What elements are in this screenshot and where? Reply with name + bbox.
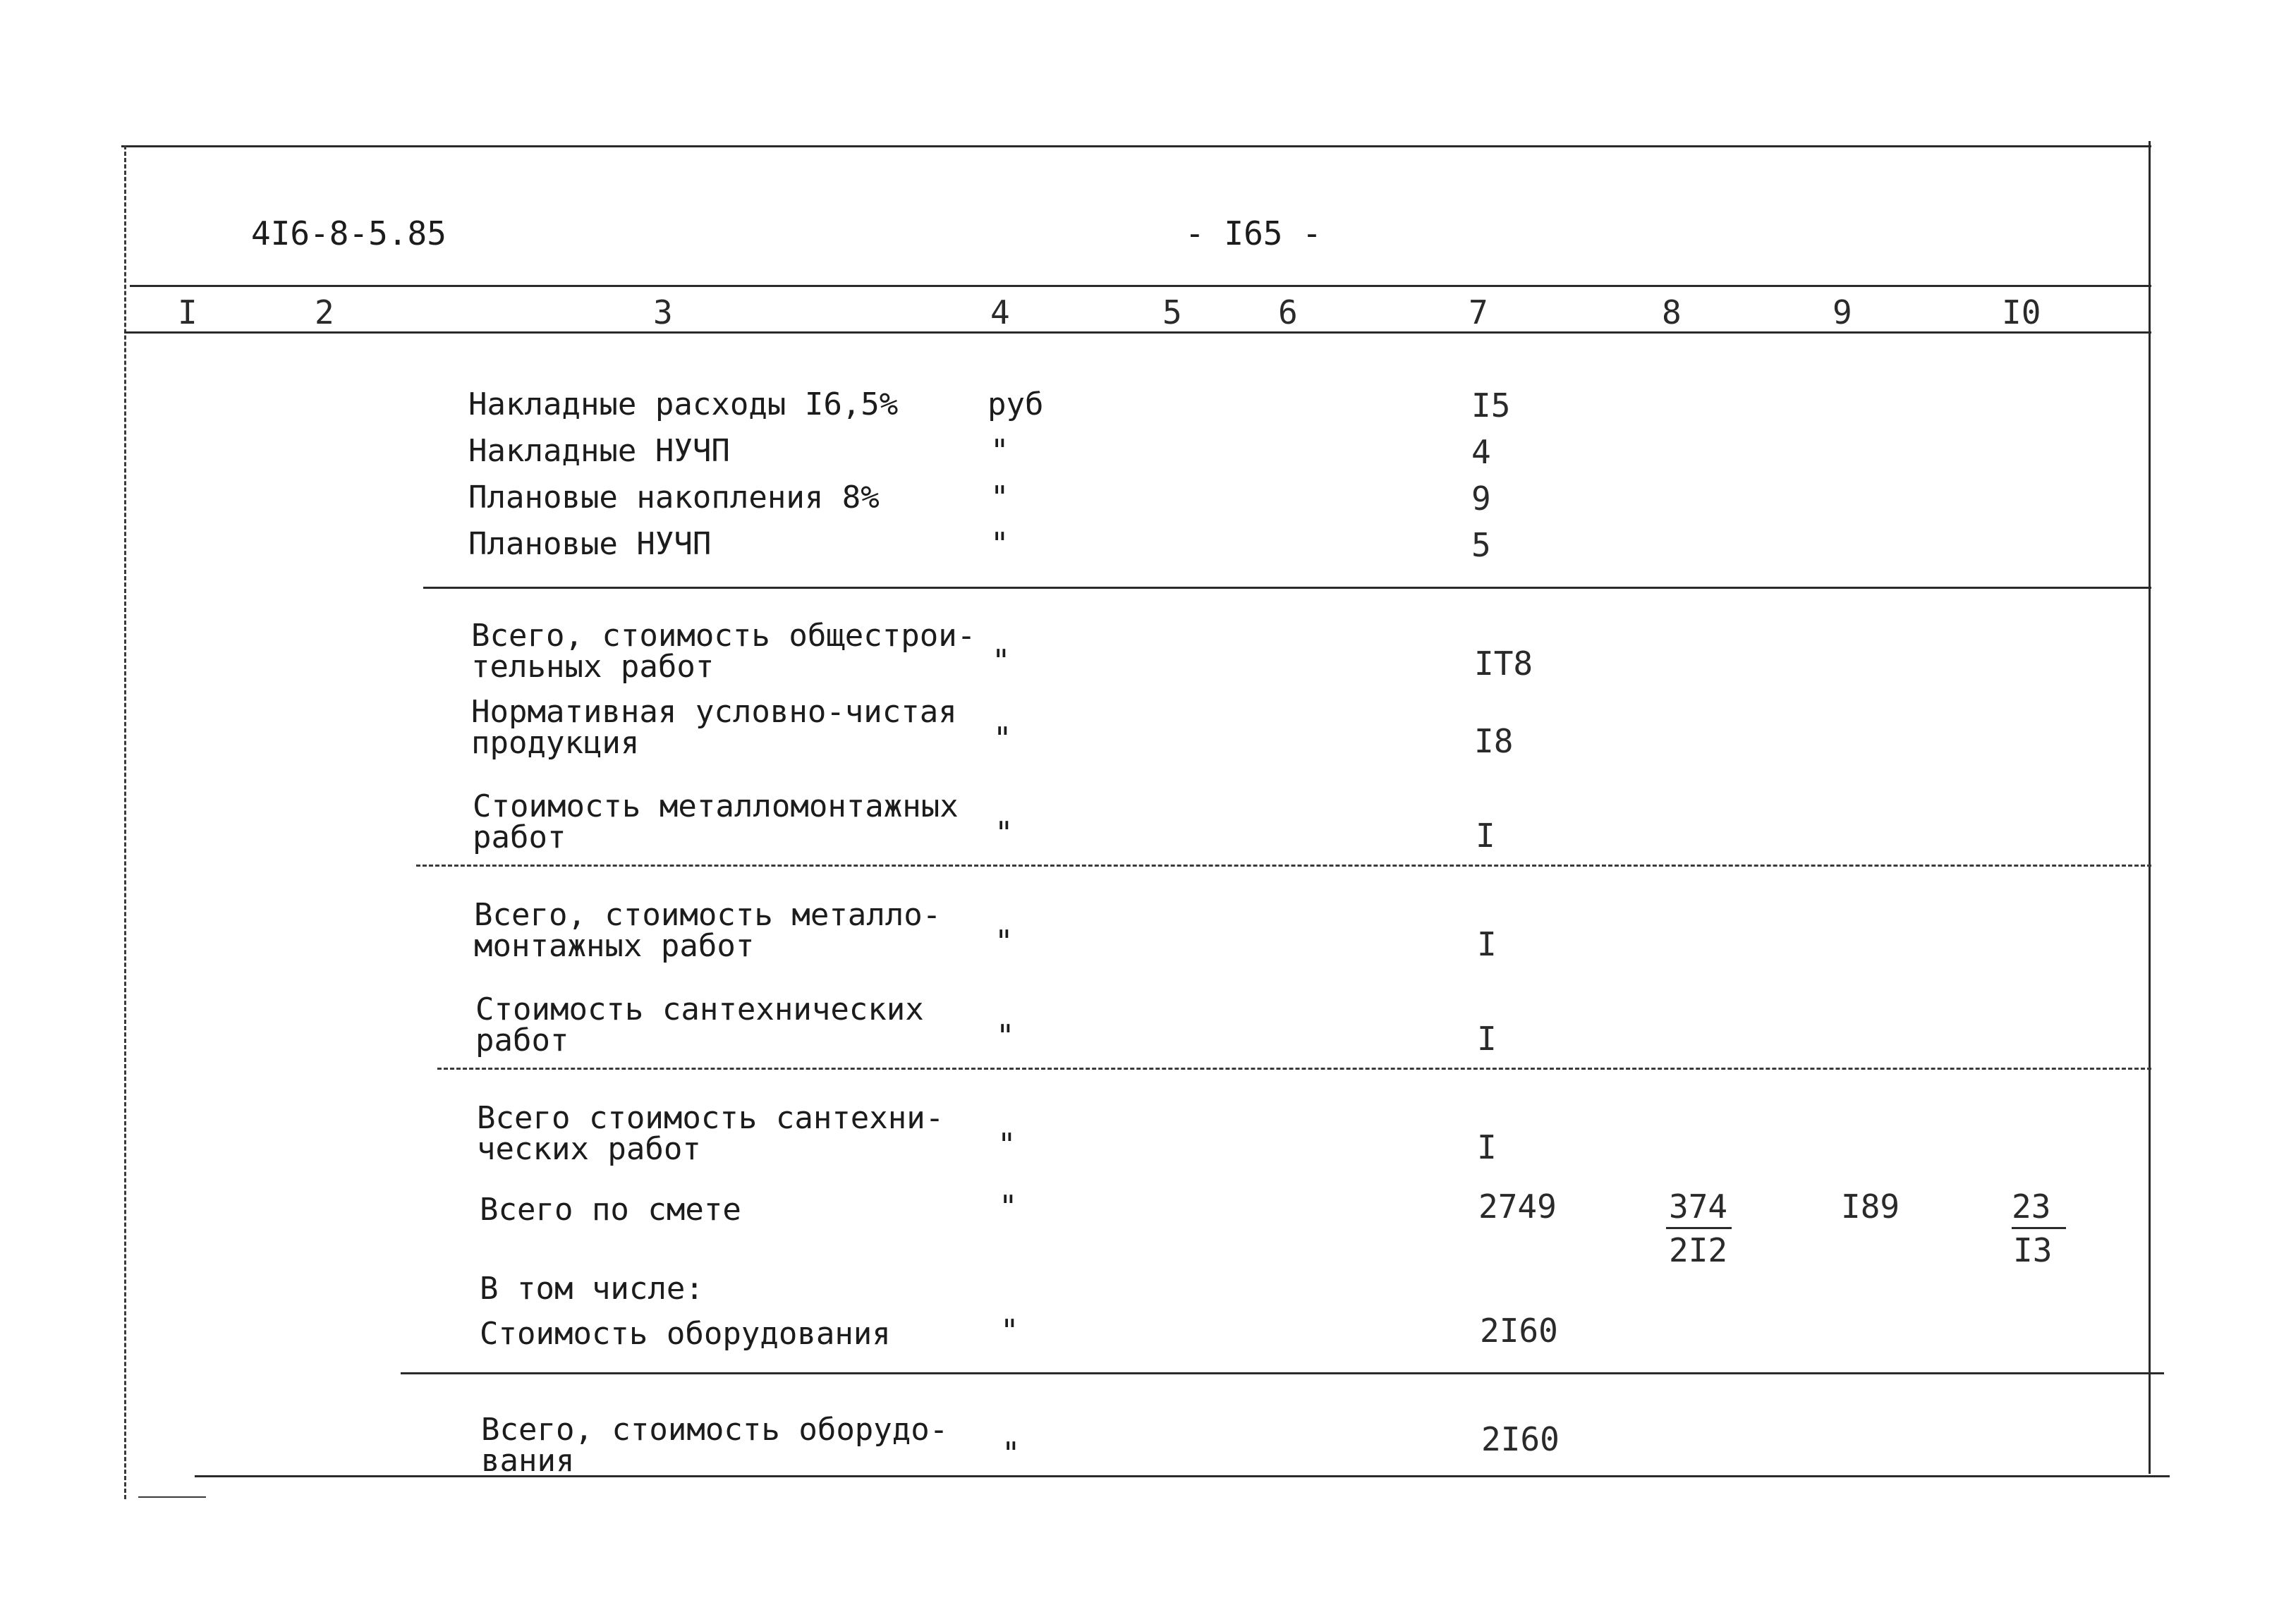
header-rule xyxy=(130,285,2151,287)
row-unit: руб xyxy=(988,386,1044,422)
row-label: Всего, стоимость оборудо- xyxy=(481,1412,949,1448)
row-unit: " xyxy=(990,480,1009,515)
row-label: Нормативная условно-чистая xyxy=(471,694,957,730)
row-value-col7: 2I60 xyxy=(1480,1312,1558,1350)
row-value-col9: I89 xyxy=(1841,1188,1900,1226)
row-unit: " xyxy=(1002,1436,1021,1472)
top-border xyxy=(121,145,2151,147)
bottom-left-tick xyxy=(138,1496,206,1498)
row-label-continued: работ xyxy=(473,819,566,855)
row-unit: " xyxy=(995,924,1014,960)
row-unit: " xyxy=(995,815,1014,851)
row-label: Накладные расходы I6,5% xyxy=(468,386,899,422)
separator-1 xyxy=(423,587,2151,589)
row-value-col7: 2I60 xyxy=(1481,1420,1560,1458)
row-value-col7: 5 xyxy=(1471,526,1491,564)
row-value-col7: I xyxy=(1477,1020,1497,1058)
row-unit: " xyxy=(996,1018,1015,1054)
row-label: Всего, стоимость общестрои- xyxy=(471,618,976,654)
column-number: 3 xyxy=(653,293,673,331)
page-number: - I65 - xyxy=(1185,214,1322,252)
column-number: 7 xyxy=(1469,293,1488,331)
row-unit: " xyxy=(992,643,1011,679)
column-number: 9 xyxy=(1833,293,1852,331)
row-value-col10-numerator: 23 xyxy=(2012,1190,2066,1229)
column-number: 8 xyxy=(1662,293,1682,331)
row-label: Стоимость оборудования xyxy=(480,1316,891,1352)
document-code: 4I6-8-5.85 xyxy=(251,214,446,252)
row-value-col10-denominator: I3 xyxy=(2013,1231,2053,1269)
row-label: В том числе: xyxy=(480,1271,704,1307)
row-label-continued: монтажных работ xyxy=(474,928,755,964)
column-number: 2 xyxy=(315,293,334,331)
row-label: Всего стоимость сантехни- xyxy=(477,1100,944,1136)
row-value-col7: I5 xyxy=(1471,386,1511,425)
column-number: I xyxy=(178,293,198,331)
row-value-col7: 9 xyxy=(1471,480,1491,518)
row-value-col7: I xyxy=(1476,817,1495,855)
separator-2 xyxy=(416,865,2151,867)
row-label-continued: тельных работ xyxy=(471,649,715,685)
row-unit: " xyxy=(997,1127,1016,1163)
row-label: Стоимость металломонтажных xyxy=(473,788,959,824)
row-unit: " xyxy=(990,526,1009,562)
left-border xyxy=(124,145,126,1499)
row-value-col7: I xyxy=(1477,1128,1497,1166)
row-unit: " xyxy=(990,433,1009,469)
row-value-col8-denominator: 2I2 xyxy=(1669,1231,1728,1269)
row-value-col8-numerator: 374 xyxy=(1666,1190,1732,1229)
row-value-col7: I xyxy=(1477,925,1497,963)
row-label-continued: вания xyxy=(481,1443,575,1479)
row-unit: " xyxy=(993,721,1012,757)
row-value-col7: 4 xyxy=(1471,433,1491,471)
separator-4 xyxy=(401,1372,2164,1374)
row-label: Плановые накопления 8% xyxy=(468,480,880,515)
column-number: 5 xyxy=(1162,293,1182,331)
row-unit: " xyxy=(1000,1313,1019,1349)
column-number: I0 xyxy=(2002,293,2041,331)
row-label: Накладные НУЧП xyxy=(468,433,730,469)
column-number: 6 xyxy=(1278,293,1298,331)
row-label: Плановые НУЧП xyxy=(468,526,712,562)
row-value-col7: 2749 xyxy=(1478,1188,1557,1226)
column-number: 4 xyxy=(990,293,1010,331)
column-numbers-rule xyxy=(124,331,2151,334)
row-label: Всего, стоимость металло- xyxy=(474,897,942,933)
right-border xyxy=(2149,141,2151,1474)
row-label-continued: работ xyxy=(475,1022,569,1058)
row-value-col7: IT8 xyxy=(1474,645,1533,683)
separator-3 xyxy=(437,1068,2151,1070)
row-value-col7: I8 xyxy=(1474,722,1514,760)
row-label: Всего по смете xyxy=(480,1192,741,1228)
row-unit: " xyxy=(999,1189,1018,1225)
row-label-continued: продукция xyxy=(471,725,640,761)
row-label: Стоимость сантехнических xyxy=(475,991,924,1027)
row-label-continued: ческих работ xyxy=(477,1131,701,1167)
